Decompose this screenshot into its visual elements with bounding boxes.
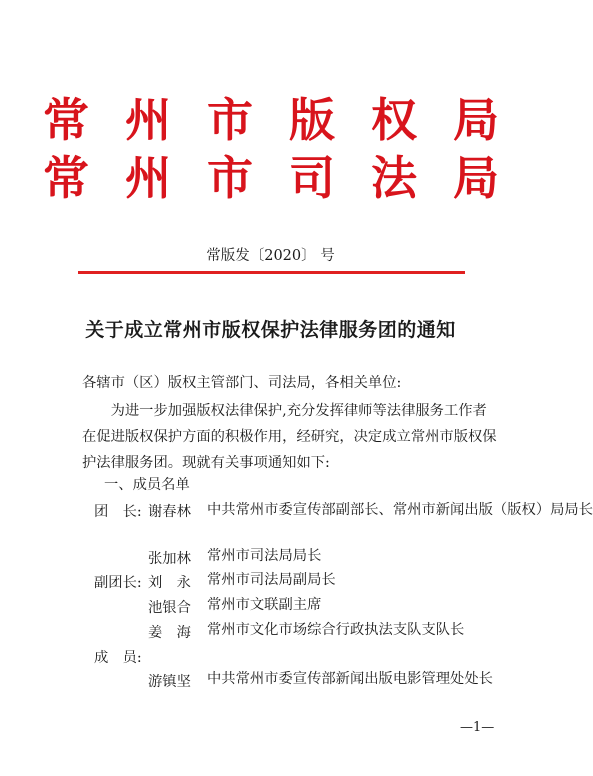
body-line: 在促进版权保护方面的积极作用，经研究，决定成立常州市版权保 <box>82 429 497 445</box>
header-char: 局 <box>453 93 499 147</box>
header-char: 法 <box>371 151 417 205</box>
header-char: 常 <box>43 93 89 147</box>
page-number: —1— <box>460 720 495 735</box>
issuer-header-line-1 <box>38 92 504 148</box>
section-heading: 一、成员名单 <box>104 477 190 493</box>
member-position: 常州市司法局局长 <box>207 548 322 564</box>
header-char: 州 <box>125 93 171 147</box>
body-line: 为进一步加强版权法律保护,充分发挥律师等法律服务工作者 <box>82 403 487 419</box>
member-name: 池银合 <box>148 600 191 616</box>
salutation: 各辖市（区）版权主管部门、司法局，各相关单位: <box>82 375 402 391</box>
member-role: 副团长: <box>94 575 142 591</box>
member-position: 常州市文化市场综合行政执法支队支队长 <box>207 622 465 638</box>
header-char: 版 <box>289 93 335 147</box>
header-char: 权 <box>371 93 417 147</box>
document-number: 常版发〔2020〕 号 <box>206 248 335 264</box>
member-name: 游镇坚 <box>148 674 191 690</box>
red-divider-line <box>78 271 465 274</box>
member-name: 张加林 <box>148 551 191 567</box>
header-char: 常 <box>43 151 89 205</box>
member-name: 刘 永 <box>148 575 191 591</box>
member-name: 谢春林 <box>148 504 191 520</box>
document-title: 关于成立常州市版权保护法律服务团的通知 <box>85 319 456 341</box>
member-position: 中共常州市委宣传部副部长、常州市新闻出版（版权）局局长 <box>207 502 593 518</box>
header-char: 市 <box>207 93 253 147</box>
header-char: 市 <box>207 151 253 205</box>
body-paragraph <box>82 398 502 476</box>
issuer-header-line-2 <box>38 150 504 206</box>
header-char: 州 <box>125 151 171 205</box>
member-row <box>0 622 541 648</box>
member-position: 常州市司法局副局长 <box>207 572 336 588</box>
header-char: 司 <box>289 151 335 205</box>
member-position: 中共常州市委宣传部新闻出版电影管理处处长 <box>207 671 493 687</box>
member-role: 成 员: <box>94 650 142 666</box>
body-line: 护法律服务团。现就有关事项通知如下: <box>82 455 330 471</box>
member-role: 团 长: <box>94 504 142 520</box>
header-char: 局 <box>453 151 499 205</box>
member-name: 姜 海 <box>148 625 191 641</box>
member-row <box>0 671 541 697</box>
member-row <box>0 498 593 550</box>
member-position: 常州市文联副主席 <box>207 597 322 613</box>
